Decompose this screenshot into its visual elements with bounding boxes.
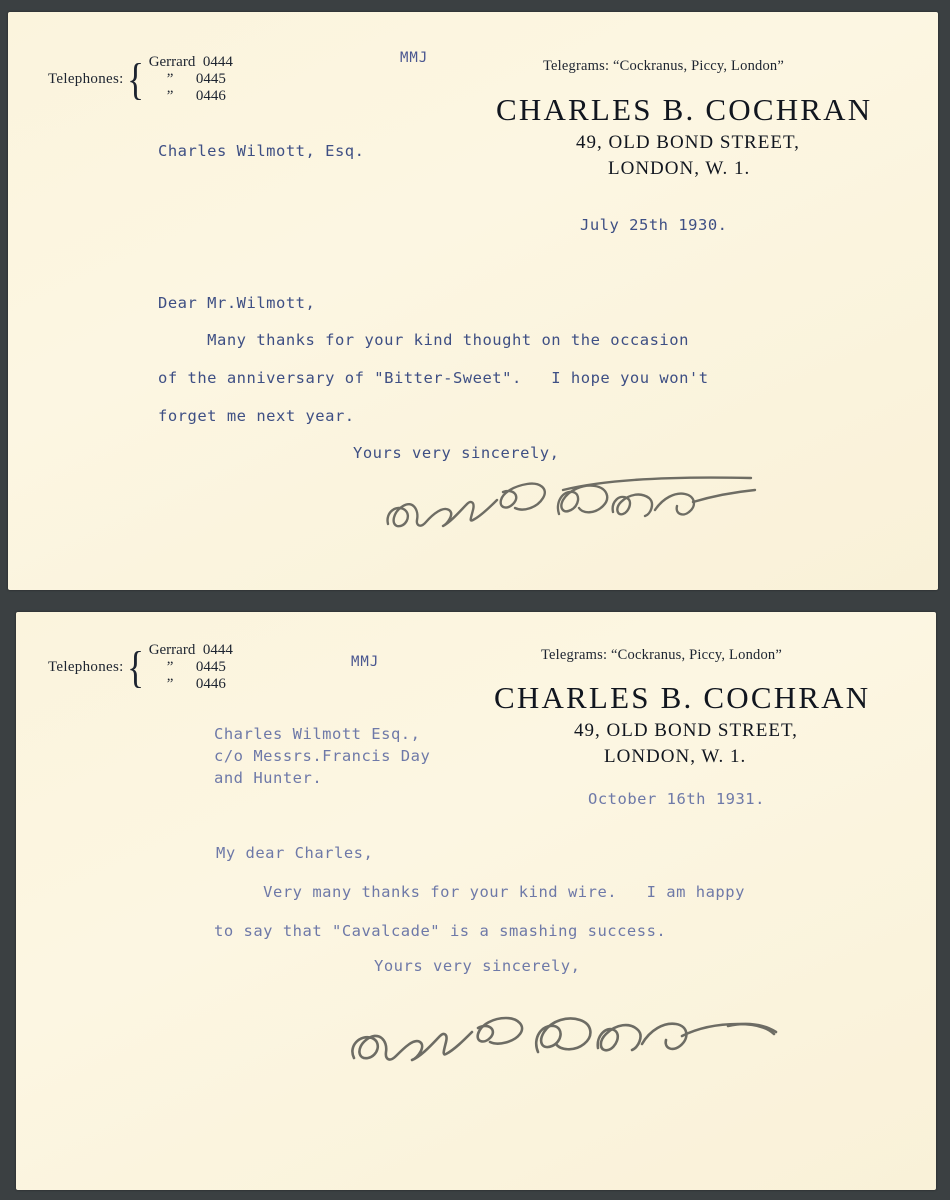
- telephones-brace: {: [126, 54, 144, 104]
- date-line: July 25th 1930.: [580, 216, 728, 234]
- telephone-number: ” 0446: [166, 88, 226, 104]
- letter-card-2: [16, 612, 936, 1190]
- salutation: My dear Charles,: [216, 844, 374, 862]
- telephones-block: [48, 54, 233, 105]
- recipient-line: c/o Messrs.Francis Day: [214, 747, 431, 765]
- telephone-number: Gerrard 0444: [148, 54, 233, 70]
- letter-card-1: [8, 12, 938, 590]
- company-name: CHARLES B. COCHRAN: [496, 92, 873, 127]
- address-line-2: LONDON, W. 1.: [604, 746, 747, 767]
- telephone-number: ” 0445: [166, 71, 226, 87]
- telephone-number: ” 0446: [166, 676, 226, 692]
- reference-initials: MMJ: [351, 654, 380, 670]
- telephones-label: Telephones:: [48, 71, 124, 87]
- telephones-numbers: [149, 54, 233, 105]
- body-line: Many thanks for your kind thought on the occasion: [158, 331, 689, 349]
- date-line: October 16th 1931.: [588, 790, 765, 808]
- telegrams-line: Telegrams: “Cockranus, Piccy, London”: [543, 58, 784, 74]
- recipient-line: Charles Wilmott, Esq.: [158, 142, 365, 160]
- telegrams-line: Telegrams: “Cockranus, Piccy, London”: [541, 647, 782, 663]
- signature-1: [363, 462, 783, 552]
- recipient-line: and Hunter.: [214, 769, 323, 787]
- salutation: Dear Mr.Wilmott,: [158, 294, 316, 312]
- telephone-number: ” 0445: [166, 659, 226, 675]
- closing: Yours very sincerely,: [374, 957, 581, 975]
- telephones-label: Telephones:: [48, 659, 124, 675]
- address-line-1: 49, OLD BOND STREET,: [576, 132, 800, 153]
- telephones-block: [48, 642, 233, 693]
- company-name: CHARLES B. COCHRAN: [494, 680, 871, 715]
- reference-initials: MMJ: [400, 50, 429, 66]
- telephone-number: Gerrard 0444: [148, 642, 233, 658]
- body-line: forget me next year.: [158, 407, 355, 425]
- body-line: of the anniversary of "Bitter-Sweet". I hope you won't: [158, 369, 709, 387]
- telephones-brace: {: [126, 642, 144, 692]
- address-line-1: 49, OLD BOND STREET,: [574, 720, 798, 741]
- telephones-numbers: [149, 642, 233, 693]
- address-line-2: LONDON, W. 1.: [608, 158, 751, 179]
- signature-2: [326, 1000, 806, 1090]
- body-line: Very many thanks for your kind wire. I am happy: [214, 883, 745, 901]
- closing: Yours very sincerely,: [353, 444, 560, 462]
- body-line: to say that "Cavalcade" is a smashing success.: [214, 922, 667, 940]
- recipient-line: Charles Wilmott Esq.,: [214, 725, 421, 743]
